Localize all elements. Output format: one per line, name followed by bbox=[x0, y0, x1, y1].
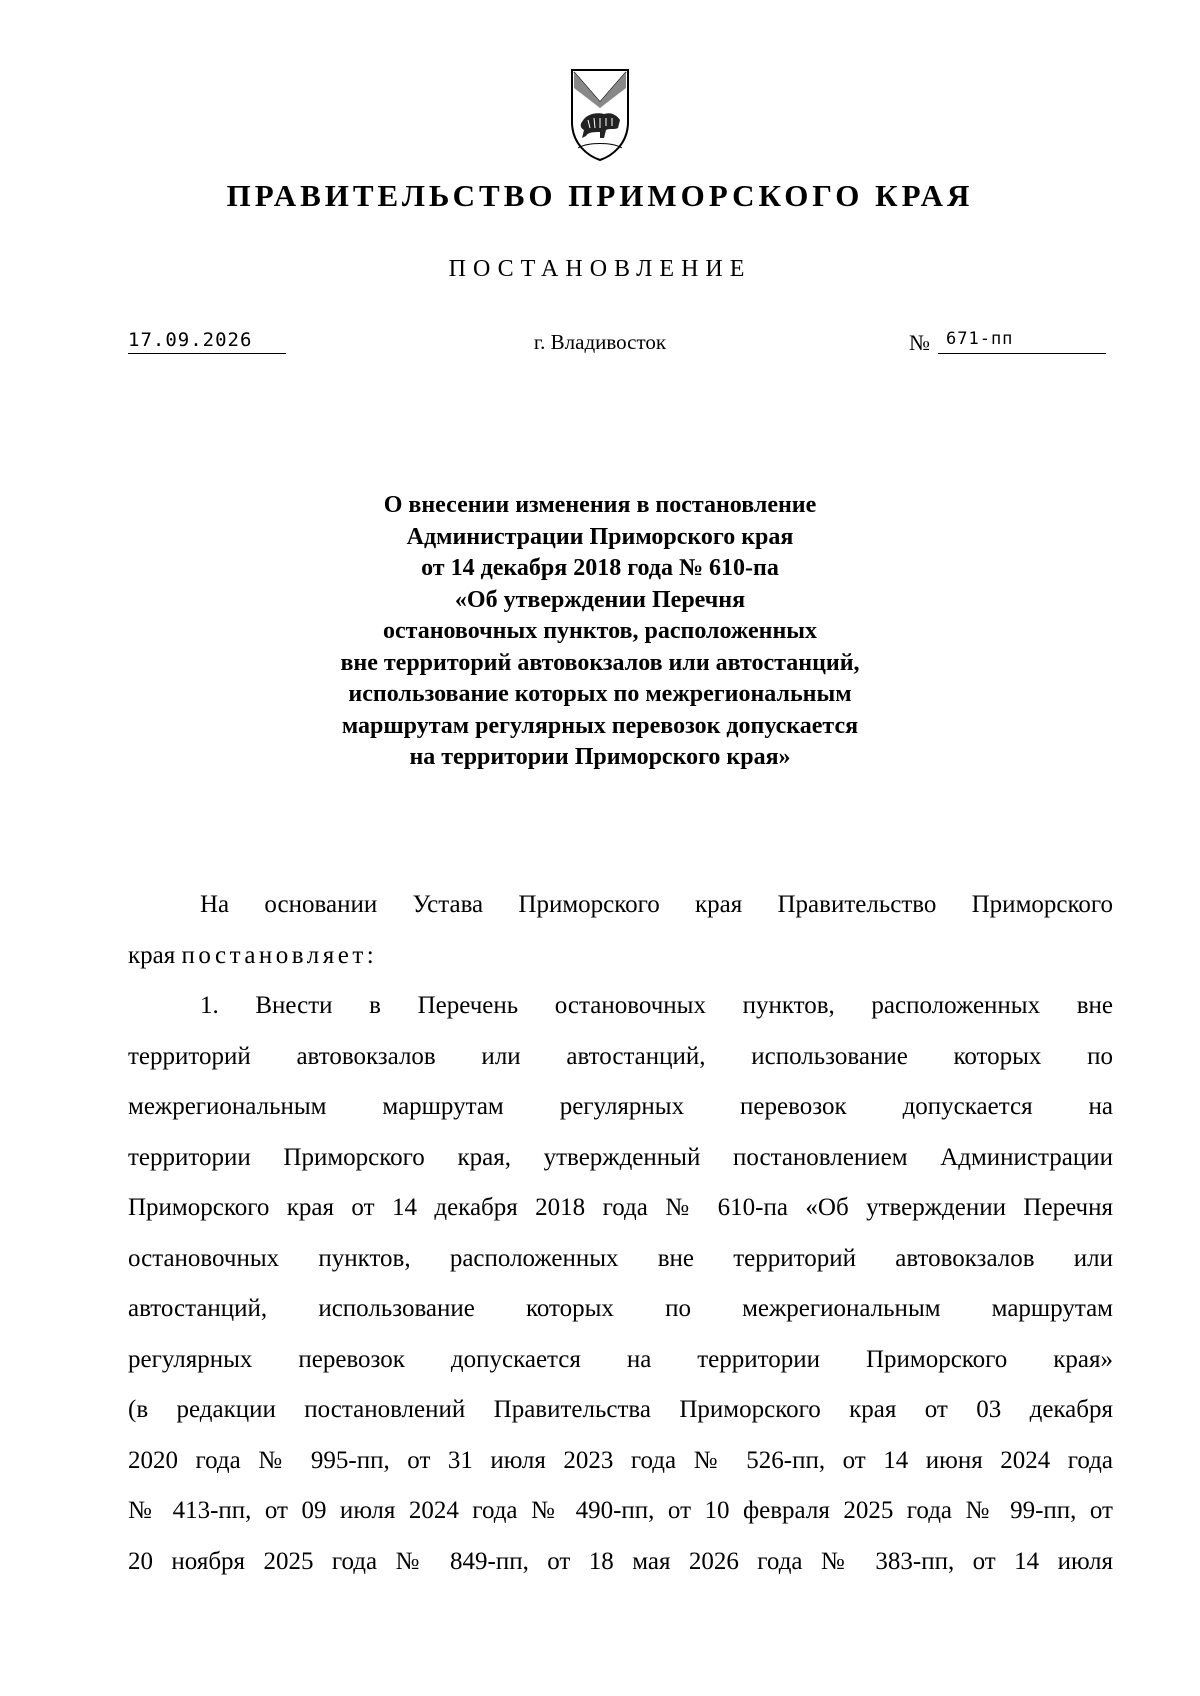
body-line bbox=[128, 931, 1113, 982]
subject-line: О внесении изменения в постановление bbox=[383, 492, 817, 518]
body-line: № 413-пп, от 09 июля 2024 года № 490-пп, от 10 февраля 2025 года № 99-пп, от bbox=[128, 1497, 1113, 1524]
body-line: регулярных перевозок допускается на территории Приморского края» bbox=[128, 1345, 1113, 1373]
number-label: № bbox=[909, 330, 930, 355]
subject-line: использование которых по межрегиональным bbox=[348, 681, 852, 707]
body-line: автостанций, использование которых по межрегиональным маршрутам bbox=[128, 1295, 1113, 1322]
body-line: межрегиональным маршрутам регулярных перевозок допускается на bbox=[128, 1093, 1113, 1120]
document-body bbox=[128, 880, 1113, 1587]
document-subject bbox=[0, 490, 1200, 774]
paragraph-preamble bbox=[128, 880, 1113, 981]
body-line: 1. Внести в Перечень остановочных пунктов, расположенных вне bbox=[200, 992, 1113, 1019]
body-line: (в редакции постановлений Правительства Приморского края от 03 декабря bbox=[128, 1396, 1113, 1423]
subject-line: вне территорий автовокзалов или автостанций, bbox=[340, 649, 860, 676]
body-text: края bbox=[128, 941, 182, 969]
document-city: г. Владивосток bbox=[533, 330, 667, 354]
coat-of-arms-icon bbox=[566, 66, 634, 162]
body-line: На основании Устава Приморского края Правительство Приморского bbox=[200, 891, 1113, 918]
resolution-verb: постановляет: bbox=[181, 941, 378, 969]
body-line: территории Приморского края, утвержденный постановлением Администрации bbox=[128, 1143, 1113, 1171]
body-line: остановочных пунктов, расположенных вне территорий автовокзалов или bbox=[128, 1244, 1113, 1272]
document-type: ПОСТАНОВЛЕНИЕ bbox=[448, 256, 752, 282]
paragraph-item-1 bbox=[128, 981, 1113, 1587]
government-title: ПРАВИТЕЛЬСТВО ПРИМОРСКОГО КРАЯ bbox=[226, 178, 974, 213]
document-date: 17.09.2026 bbox=[128, 329, 286, 354]
subject-line: маршрутам регулярных перевозок допускается bbox=[341, 712, 859, 739]
body-line: 20 ноября 2025 года № 849-пп, от 18 мая 2026 года № 383-пп, от 14 июля bbox=[128, 1547, 1113, 1575]
body-line: Приморского края от 14 декабря 2018 года № 610-па «Об утверждении Перечня bbox=[128, 1194, 1113, 1221]
subject-line: от 14 декабря 2018 года № 610-па bbox=[421, 555, 779, 581]
subject-line: на территории Приморского края» bbox=[409, 744, 791, 770]
body-line: территорий автовокзалов или автостанций, использование которых по bbox=[128, 1042, 1113, 1070]
body-line: 2020 года № 995-пп, от 31 июля 2023 года № 526-пп, от 14 июня 2024 года bbox=[128, 1446, 1113, 1474]
subject-line: остановочных пунктов, расположенных bbox=[382, 618, 818, 644]
document-number: 671-пп bbox=[938, 329, 1106, 354]
subject-line: Администрации Приморского края bbox=[406, 523, 794, 550]
subject-line: «Об утверждении Перечня bbox=[454, 586, 746, 613]
